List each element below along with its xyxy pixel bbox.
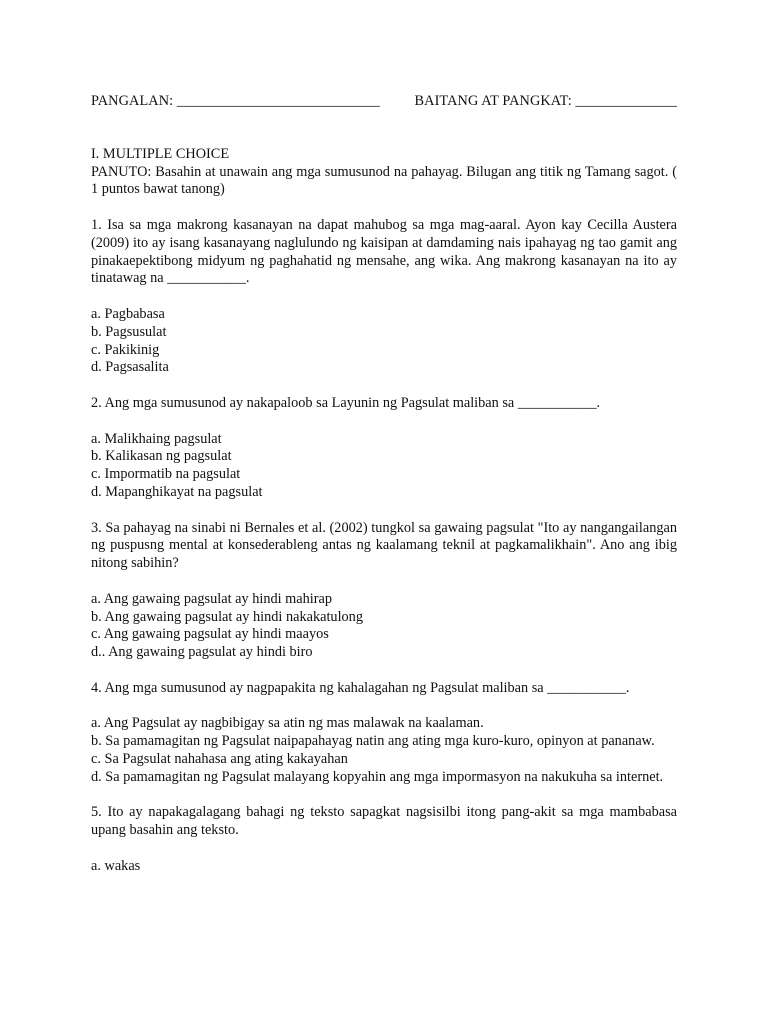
question-5 (91, 804, 677, 875)
choice-option: a. Ang Pagsulat ay nagbibigay sa atin ng mas malawak na kaalaman. (91, 715, 484, 732)
choice-option: c. Impormatib na pagsulat (91, 466, 241, 483)
choice-option: d.. Ang gawaing pagsulat ay hindi biro (91, 644, 313, 661)
question-text: 3. Sa pahayag na sinabi ni Bernales et al. (2002) tungkol sa gawaing pagsulat "Ito ay nangangailangan ng puspusng mental at konsederableng antas ng kaalamang teknil at pagkamalikhain". Ano ang ibig nitong sabihin? (91, 519, 677, 572)
instructions-text: PANUTO: Basahin at unawain ang mga sumusunod na pahayag. Bilugan ang titik ng Tamang sagot. ( 1 puntos bawat tanong) (91, 163, 677, 198)
question-text: 1. Isa sa mga makrong kasanayan na dapat mahubog sa mga mag-aaral. Ayon kay Cecilla Austera (2009) ito ay isang kasanayang naglulundo ng kaisipan at damdaming nais ipahayag ng tao gamit ang pinakaepektibong midyum ng paghahatid ng mensahe, ang wika. Ang makrong kasanayan na ito ay tinatawag na ___________. (91, 216, 677, 287)
choice-option: a. wakas (91, 857, 141, 874)
choice-option: b. Kalikasan ng pagsulat (91, 448, 232, 465)
student-info-header (91, 93, 677, 111)
grade-section-field-label: BAITANG AT PANGKAT: ______________ (414, 93, 677, 109)
choice-option: b. Sa pamamagitan ng Pagsulat naipapahayag natin ang ating mga kuro-kuro, opinyon at pananaw. (91, 733, 655, 750)
question-text: 5. Ito ay napakagalagang bahagi ng teksto sapagkat nagsisilbi itong pang-akit sa mga mambabasa upang basahin ang teksto. (91, 804, 677, 839)
choice-option: c. Pakikinig (91, 341, 160, 358)
choice-option: b. Ang gawaing pagsulat ay hindi nakakatulong (91, 608, 363, 625)
question-1 (91, 217, 677, 377)
question-text: 2. Ang mga sumusunod ay nakapaloob sa Layunin ng Pagsulat maliban sa ___________. (91, 394, 601, 411)
worksheet-content (91, 93, 677, 875)
choice-option: d. Pagsasalita (91, 359, 169, 376)
choice-option: b. Pagsusulat (91, 323, 167, 340)
question-2 (91, 395, 677, 502)
choice-option: c. Sa Pagsulat nahahasa ang ating kakayahan (91, 750, 348, 767)
choice-option: d. Sa pamamagitan ng Pagsulat malayang kopyahin ang mga impormasyon na nakukuha sa internet. (91, 768, 664, 785)
name-field-label: PANGALAN: ____________________________ (91, 93, 380, 109)
choice-option: d. Mapanghikayat na pagsulat (91, 483, 263, 500)
question-text: 4. Ang mga sumusunod ay nagpapakita ng kahalagahan ng Pagsulat maliban sa ___________. (91, 679, 630, 696)
choice-option: a. Malikhaing pagsulat (91, 430, 222, 447)
question-3 (91, 520, 677, 662)
section-title: I. MULTIPLE CHOICE (91, 145, 230, 162)
choice-option: a. Ang gawaing pagsulat ay hindi mahirap (91, 590, 333, 607)
choice-option: c. Ang gawaing pagsulat ay hindi maayos (91, 626, 329, 643)
question-4 (91, 680, 677, 787)
choice-option: a. Pagbabasa (91, 305, 165, 322)
